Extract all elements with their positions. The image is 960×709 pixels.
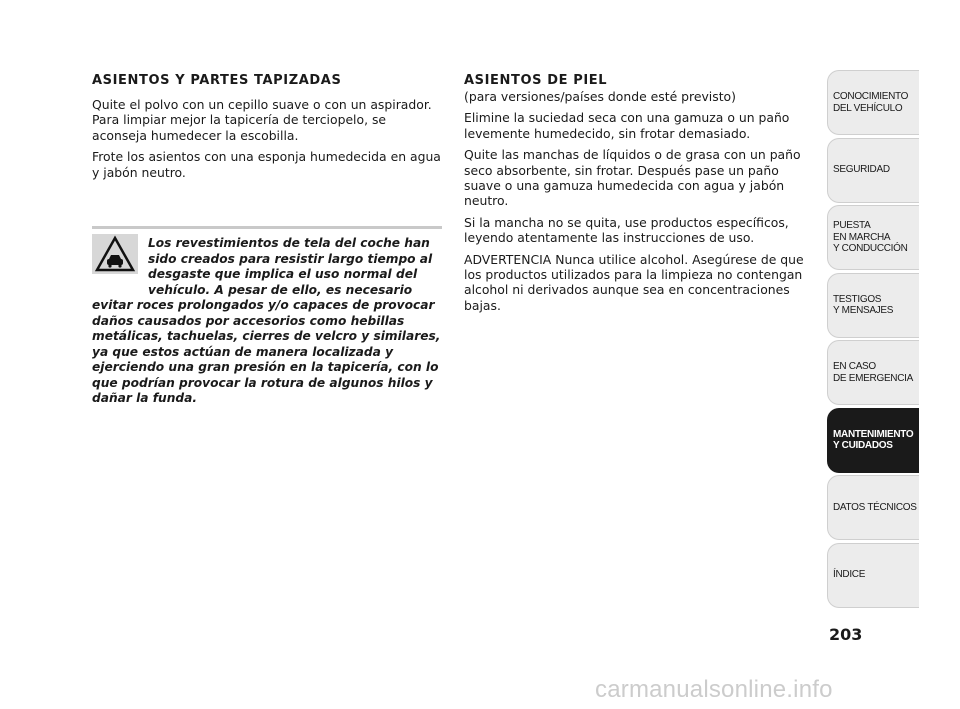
tab-label: ÍNDICE [833,569,866,581]
tab-seguridad[interactable] [827,138,919,203]
section-subheading: (para versiones/países donde esté previsto) [464,89,736,104]
tab-indice[interactable] [827,543,919,608]
tab-testigos[interactable] [827,273,919,338]
paragraph: ADVERTENCIA Nunca utilice alcohol. Asegúrese de que los productos utilizados para la limpieza no contengan alcohol ni derivados aunque sea en concentraciones bajas. [464,251,804,313]
tab-label: DATOS TÉCNICOS [833,501,917,513]
tab-label: SEGURIDAD [833,164,890,176]
tab-mantenimiento[interactable] [827,408,919,473]
paragraph: Quite las manchas de líquidos o de grasa con un paño seco absorbente, sin frotar. Después pase un paño suave o una gamuza humedecida con agua y jabón neutro. [464,147,801,209]
tab-label: CONOCIMIENTO DEL VEHÍCULO [833,91,909,114]
tab-datos-tecnicos[interactable] [827,475,919,540]
paragraph: Quite el polvo con un cepillo suave o con un aspirador. Para limpiar mejor la tapicería de terciopelo, se aconseja humedecer la escobilla. [92,97,432,143]
warning-text: Los revestimientos de tela del coche han sido creados para resistir largo tiempo al desgaste que implica el uso normal del vehículo. A pesar de ello, es necesario evitar roces prolongados y/o capaces de provocar daños causados por accesorios como hebillas metálicas, tachuelas, cierres de velcro y similares, ya que estos actúan de manera localizada y ejerciendo una gran presión en la tapicería, con lo que podrían provocar la rotura de algunos hilos y dañar la funda. [92,236,441,405]
right-column [464,72,809,319]
page-number: 203 [829,625,863,644]
tab-puesta-en-marcha[interactable] [827,205,919,270]
section-heading-leather: ASIENTOS DE PIEL [464,73,608,88]
paragraph: Elimine la suciedad seca con una gamuza o un paño levemente humedecido, sin frotar demasiado. [464,110,790,141]
tab-emergencia[interactable] [827,340,919,405]
paragraph: Frote los asientos con una esponja humedecida en agua y jabón neutro. [92,149,441,180]
left-column [92,72,442,186]
tab-label: PUESTA EN MARCHA Y CONDUCCIÓN [833,220,908,255]
section-heading-upholstery: ASIENTOS Y PARTES TAPIZADAS [92,73,342,88]
tab-label: TESTIGOS Y MENSAJES [833,293,894,316]
chapter-sidebar [827,70,919,610]
tab-label: EN CASO DE EMERGENCIA [833,361,914,384]
watermark: carmanualsonline.info [595,676,833,703]
warning-divider [92,226,442,229]
tab-conocimiento[interactable] [827,70,919,135]
paragraph: Si la mancha no se quita, use productos específicos, leyendo atentamente las instrucciones de uso. [464,214,789,246]
tab-label: MANTENIMIENTO Y CUIDADOS [833,428,914,451]
